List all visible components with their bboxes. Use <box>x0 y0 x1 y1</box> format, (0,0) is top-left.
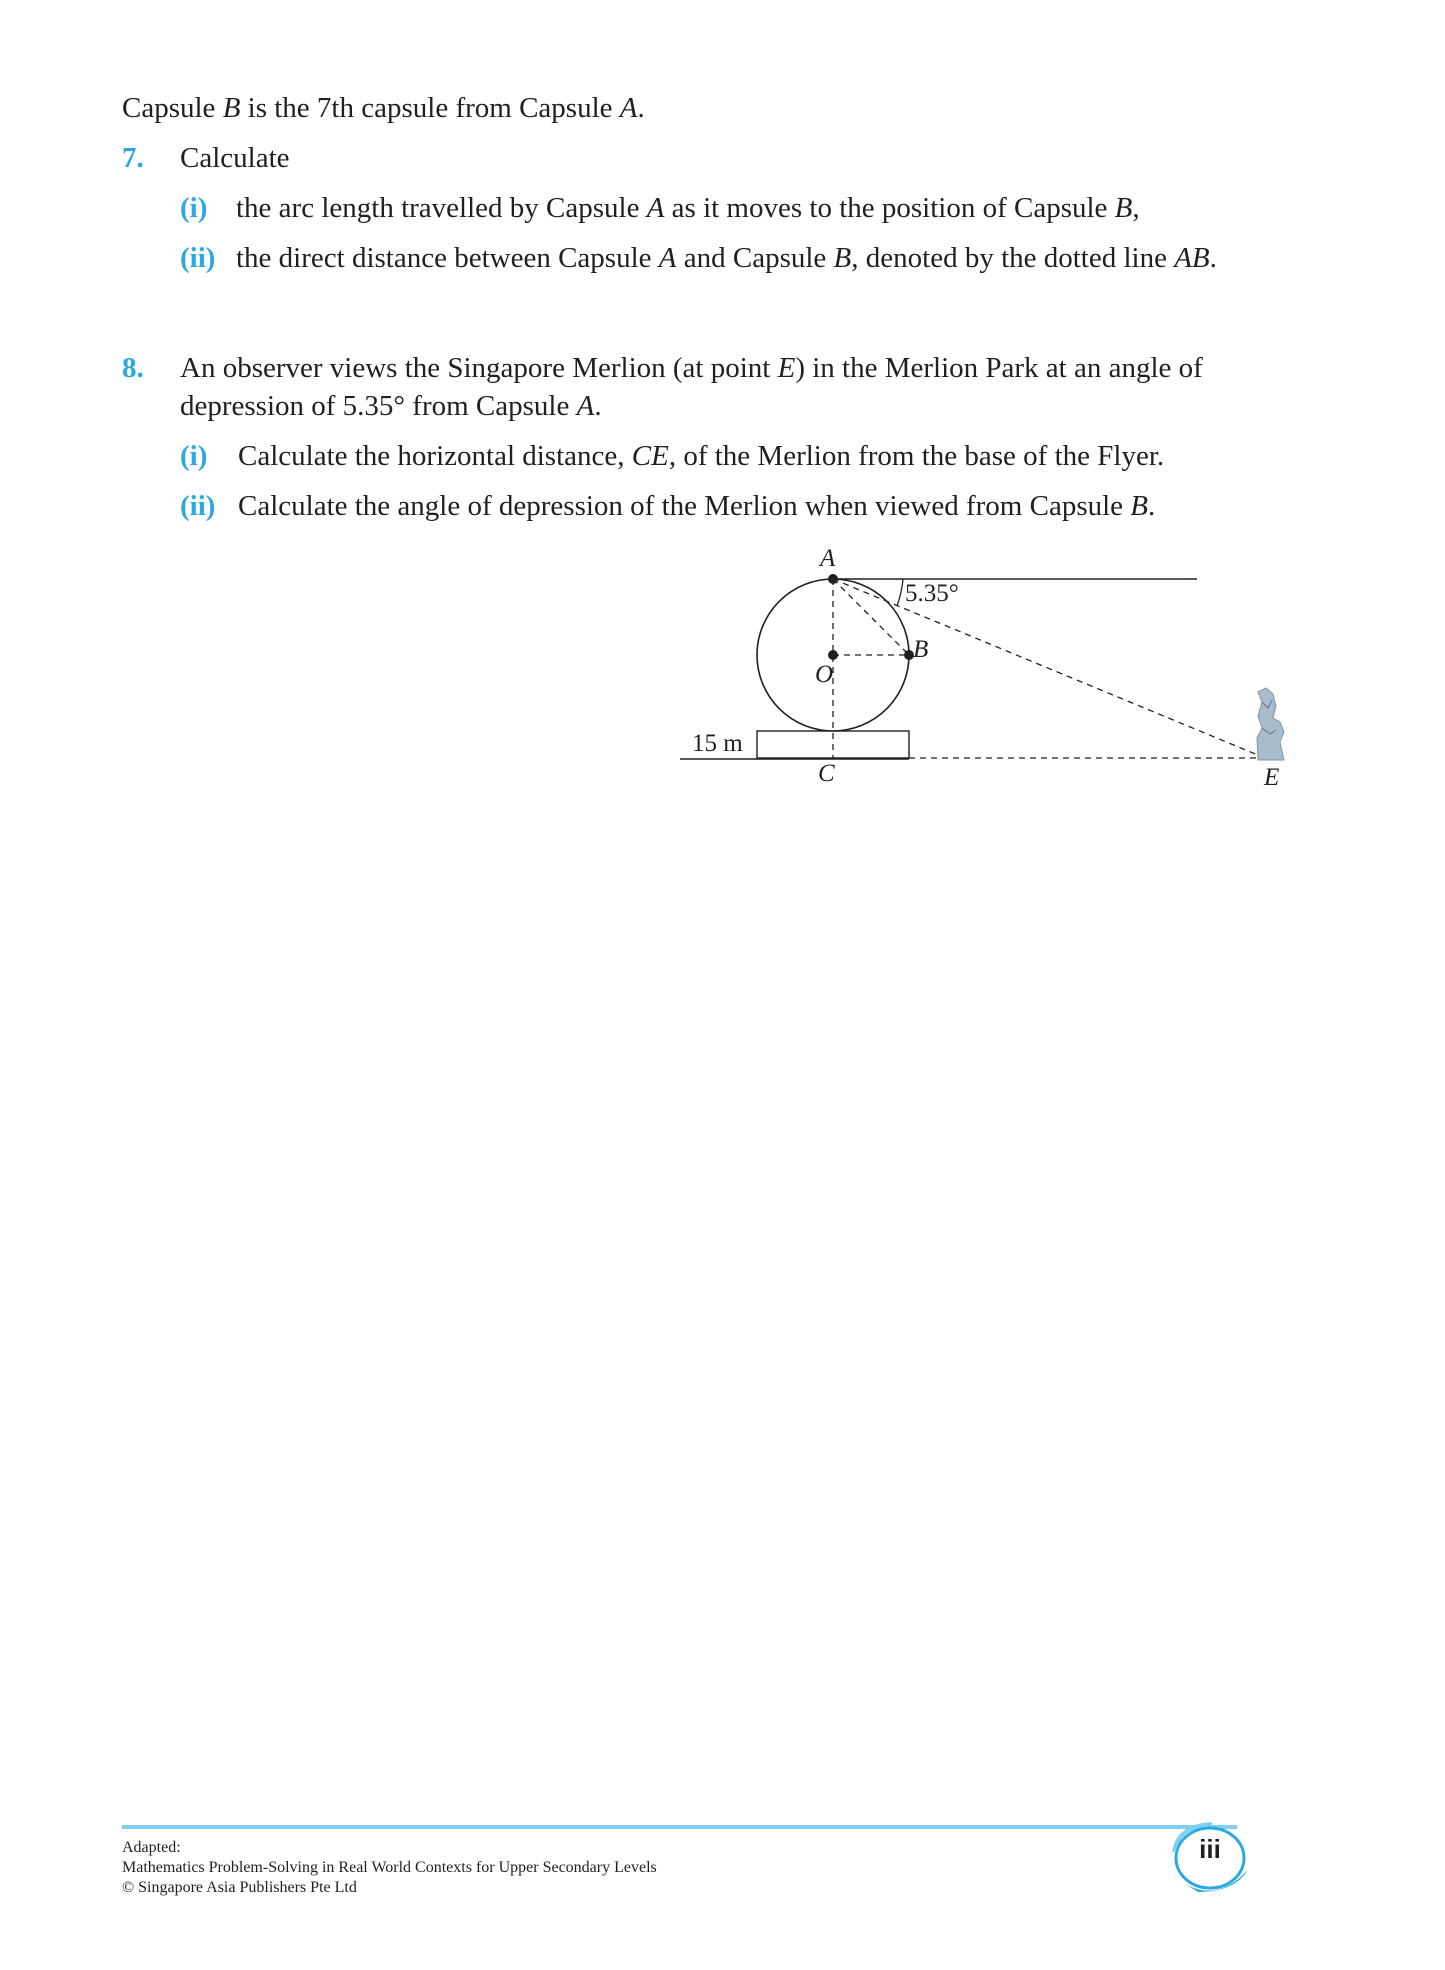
footer-line-3: © Singapore Asia Publishers Pte Ltd <box>122 1879 357 1896</box>
label-angle: 5.35° <box>905 580 959 607</box>
dashed-line-ab <box>833 579 909 655</box>
label-e: E <box>1264 764 1280 791</box>
label-b: B <box>913 636 929 663</box>
label-c: C <box>818 760 835 787</box>
question-8-part-i-label: (i) <box>180 440 208 472</box>
merlion-statue <box>1257 688 1284 760</box>
angle-arc <box>897 579 903 606</box>
page-number: iii <box>1199 1834 1221 1864</box>
point-a <box>828 574 838 584</box>
question-7-number: 7. <box>122 142 144 174</box>
footer-line-1: Adapted: <box>122 1839 181 1856</box>
question-8-part-ii-text: Calculate the angle of depression of the Merlion when viewed from Capsule B. <box>238 490 1156 522</box>
question-8-line-1: An observer views the Singapore Merlion (at point E) in the Merlion Park at an angle of <box>180 352 1203 384</box>
label-a: A <box>820 545 836 572</box>
question-7-part-ii-label: (ii) <box>180 242 216 274</box>
question-8-part-i-text: Calculate the horizontal distance, CE, of the Merlion from the base of the Flyer. <box>238 440 1165 472</box>
label-o: O <box>815 661 834 688</box>
question-7-stem: Calculate <box>180 142 290 174</box>
footer-line-2: Mathematics Problem-Solving in Real World Contexts for Upper Secondary Levels <box>122 1859 657 1876</box>
question-7-part-ii-text: the direct distance between Capsule A and Capsule B, denoted by the dotted line AB. <box>236 242 1217 274</box>
intro-text: Capsule B is the 7th capsule from Capsule A. <box>122 92 645 124</box>
point-o <box>828 650 838 660</box>
question-7-part-i-text: the arc length travelled by Capsule A as it moves to the position of Capsule B, <box>236 192 1140 224</box>
question-8-line-2: depression of 5.35° from Capsule A. <box>180 390 602 422</box>
page-number-badge <box>1168 1812 1258 1902</box>
label-height: 15 m <box>692 730 743 757</box>
question-8-number: 8. <box>122 352 144 384</box>
flyer-diagram <box>0 0 1445 820</box>
question-7-part-i-label: (i) <box>180 192 208 224</box>
question-8-part-ii-label: (ii) <box>180 490 216 522</box>
footer-rule <box>122 1825 1237 1829</box>
